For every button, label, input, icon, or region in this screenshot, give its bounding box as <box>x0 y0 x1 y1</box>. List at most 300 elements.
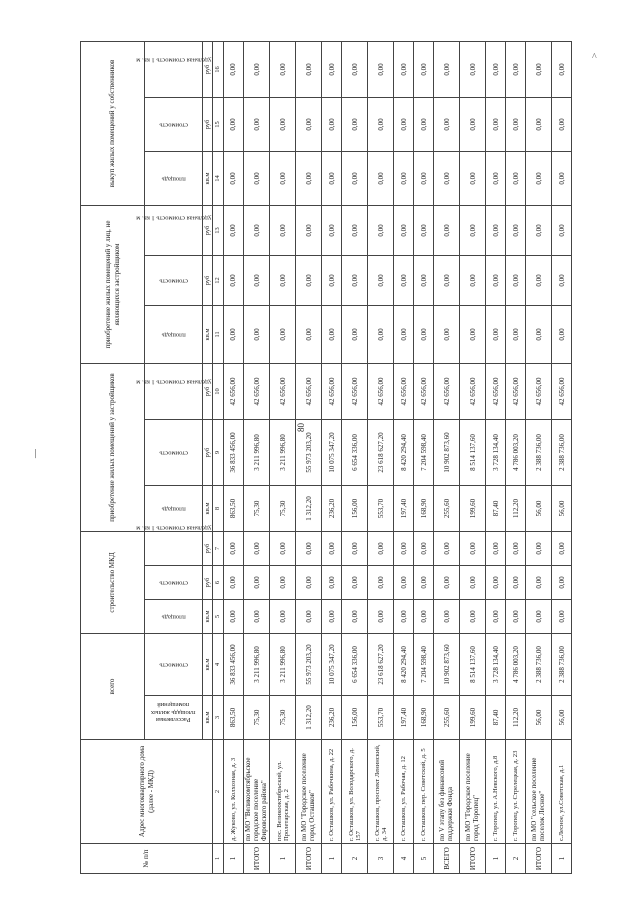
unit-label: кв.м <box>203 305 213 363</box>
table-row <box>368 41 394 873</box>
cell-dv-cost: 8 420 294,40 <box>394 419 414 485</box>
cell-bu-cost: 0,00 <box>434 565 460 599</box>
cell-dv-area: 255,60 <box>434 485 460 531</box>
cell-rd-unit: 0,00 <box>394 41 414 97</box>
cell-ot-area: 0,00 <box>506 305 526 363</box>
cell-rd-cost: 0,00 <box>244 97 270 151</box>
cell-ot-unit: 0,00 <box>244 205 270 255</box>
cell-bu-area: 0,00 <box>244 599 270 633</box>
cell-area: 75,30 <box>270 696 296 740</box>
cell-dv-cost: 36 833 456,00 <box>224 419 244 485</box>
cell-area: 863,50 <box>224 696 244 740</box>
cell-bu-unit: 0,00 <box>342 531 368 565</box>
cell-num: 5 <box>414 844 434 874</box>
cell-cost: 10 075 347,20 <box>322 633 342 695</box>
cell-dv-area: 863,50 <box>224 485 244 531</box>
unit-label: руб <box>203 97 213 151</box>
cell-dv-area: 87,40 <box>486 485 506 531</box>
cell-ot-area: 0,00 <box>368 305 394 363</box>
cell-cost: 23 618 627,20 <box>368 633 394 695</box>
cell-bu-unit: 0,00 <box>526 531 552 565</box>
cell-dv-unit: 42 656,00 <box>526 363 552 419</box>
cell-ot-cost: 0,00 <box>244 255 270 305</box>
cell-addr: г. Торопец, ул. А.Невского, д.8 <box>486 740 506 844</box>
unit-label: руб <box>203 363 213 419</box>
header-sub-unit-cost: удельная стоимость 1 кв. м <box>145 41 203 97</box>
header-group-buy-other: приобретение жилых помещений у лиц, не являющихся застройщиком <box>81 205 145 363</box>
cell-rd-unit: 0,00 <box>486 41 506 97</box>
cell-rd-unit: 0,00 <box>434 41 460 97</box>
header-sub-cost: стоимость <box>145 565 203 599</box>
cell-bu-cost: 0,00 <box>224 565 244 599</box>
cell-rd-cost: 0,00 <box>460 97 486 151</box>
cell-ot-unit: 0,00 <box>460 205 486 255</box>
cell-area: 168,90 <box>414 696 434 740</box>
table-row <box>224 41 244 873</box>
cell-ot-area: 0,00 <box>244 305 270 363</box>
cell-area: 1 312,20 <box>296 696 322 740</box>
table-row <box>414 41 434 873</box>
cell-addr: по МО "Городское поселение город Торопец" <box>460 740 486 844</box>
table-row <box>506 41 526 873</box>
cell-bu-unit: 0,00 <box>322 531 342 565</box>
cell-rd-area: 0,00 <box>460 151 486 205</box>
cell-ot-cost: 0,00 <box>486 255 506 305</box>
cell-rd-cost: 0,00 <box>224 97 244 151</box>
cell-dv-cost: 10 902 873,60 <box>434 419 460 485</box>
cell-ot-unit: 0,00 <box>368 205 394 255</box>
col-number: 4 <box>213 633 224 695</box>
unit-label: кв.м <box>203 633 213 695</box>
cell-ot-area: 0,00 <box>414 305 434 363</box>
cell-addr: по МО "Городское поселение город Осташков" <box>296 740 322 844</box>
cell-num: ИТОГО <box>460 844 486 874</box>
rotated-table-container <box>80 42 566 874</box>
cell-ot-unit: 0,00 <box>270 205 296 255</box>
cell-bu-cost: 0,00 <box>460 565 486 599</box>
cell-num: 1 <box>270 844 296 874</box>
table-row <box>270 41 296 873</box>
cell-cost: 10 902 873,60 <box>434 633 460 695</box>
cell-ot-cost: 0,00 <box>460 255 486 305</box>
cell-rd-cost: 0,00 <box>322 97 342 151</box>
cell-bu-unit: 0,00 <box>506 531 526 565</box>
table-header <box>81 41 224 873</box>
cell-ot-area: 0,00 <box>296 305 322 363</box>
cell-dv-unit: 42 656,00 <box>434 363 460 419</box>
cell-ot-cost: 0,00 <box>342 255 368 305</box>
cell-dv-cost: 8 514 137,60 <box>460 419 486 485</box>
cell-bu-unit: 0,00 <box>486 531 506 565</box>
cell-ot-unit: 0,00 <box>506 205 526 255</box>
cell-area: 75,30 <box>244 696 270 740</box>
cell-cost: 2 388 736,00 <box>552 633 572 695</box>
cell-ot-cost: 0,00 <box>224 255 244 305</box>
cell-bu-cost: 0,00 <box>394 565 414 599</box>
col-number: 3 <box>213 696 224 740</box>
cell-ot-area: 0,00 <box>342 305 368 363</box>
cell-ot-area: 0,00 <box>394 305 414 363</box>
cell-area: 112,20 <box>506 696 526 740</box>
cell-dv-unit: 42 656,00 <box>394 363 414 419</box>
cell-dv-unit: 42 656,00 <box>244 363 270 419</box>
cell-addr: по МО "сельское поселение поселок Лесное" <box>526 740 552 844</box>
cell-dv-area: 236,20 <box>322 485 342 531</box>
col-number: 5 <box>213 599 224 633</box>
unit-label: руб <box>203 531 213 565</box>
cell-ot-unit: 0,00 <box>224 205 244 255</box>
cell-ot-unit: 0,00 <box>526 205 552 255</box>
cell-rd-unit: 0,00 <box>460 41 486 97</box>
cell-rd-cost: 0,00 <box>486 97 506 151</box>
cell-dv-unit: 42 656,00 <box>296 363 322 419</box>
col-number: 15 <box>213 97 224 151</box>
cell-bu-unit: 0,00 <box>368 531 394 565</box>
cell-rd-unit: 0,00 <box>506 41 526 97</box>
cell-ot-cost: 0,00 <box>552 255 572 305</box>
header-group-redeem: выкуп жилых помещений у собственников <box>81 41 145 205</box>
cell-dv-unit: 42 656,00 <box>506 363 526 419</box>
cell-dv-cost: 2 388 736,00 <box>526 419 552 485</box>
cell-bu-area: 0,00 <box>394 599 414 633</box>
cell-area: 56,00 <box>552 696 572 740</box>
cell-bu-area: 0,00 <box>296 599 322 633</box>
header-sub-cost: стоимость <box>145 255 203 305</box>
cell-num: 1 <box>552 844 572 874</box>
cell-dv-cost: 3 728 134,40 <box>486 419 506 485</box>
cell-rd-cost: 0,00 <box>552 97 572 151</box>
cell-dv-unit: 42 656,00 <box>342 363 368 419</box>
cell-dv-unit: 42 656,00 <box>368 363 394 419</box>
table-row <box>434 41 460 873</box>
cell-rd-unit: 0,00 <box>552 41 572 97</box>
table-row <box>244 41 270 873</box>
cell-ot-unit: 0,00 <box>434 205 460 255</box>
header-group-build: строительство МКД <box>81 531 145 633</box>
cell-num: 3 <box>368 844 394 874</box>
cell-dv-cost: 23 618 627,20 <box>368 419 394 485</box>
cell-addr: с.Лесное, ул.Советская, д.1 <box>552 740 572 844</box>
cell-rd-cost: 0,00 <box>506 97 526 151</box>
cell-rd-area: 0,00 <box>322 151 342 205</box>
cell-dv-area: 56,00 <box>552 485 572 531</box>
cell-rd-cost: 0,00 <box>342 97 368 151</box>
cell-rd-area: 0,00 <box>414 151 434 205</box>
cell-ot-cost: 0,00 <box>526 255 552 305</box>
cell-area: 255,60 <box>434 696 460 740</box>
cell-rd-unit: 0,00 <box>244 41 270 97</box>
cell-dv-area: 1 312,20 <box>296 485 322 531</box>
table-row <box>322 41 342 873</box>
cell-ot-unit: 0,00 <box>322 205 342 255</box>
cell-num: 2 <box>342 844 368 874</box>
cell-dv-area: 56,00 <box>526 485 552 531</box>
cell-rd-area: 0,00 <box>244 151 270 205</box>
col-number: 12 <box>213 255 224 305</box>
header-address: Адрес многоквартирного дома (далее - МКД) <box>81 740 213 844</box>
cell-rd-cost: 0,00 <box>414 97 434 151</box>
col-number: 13 <box>213 205 224 255</box>
header-sub-area-total: Расселяемая площадь жилых помещений <box>145 696 203 740</box>
cell-ot-cost: 0,00 <box>506 255 526 305</box>
cell-bu-unit: 0,00 <box>414 531 434 565</box>
cell-dv-cost: 7 204 598,40 <box>414 419 434 485</box>
header-sub-unit-cost: удельная стоимость 1 кв. м <box>145 363 203 419</box>
header-sub-cost: стоимость <box>145 633 203 695</box>
unit-label: кв.м <box>203 485 213 531</box>
cell-ot-area: 0,00 <box>486 305 506 363</box>
cell-ot-cost: 0,00 <box>296 255 322 305</box>
cell-ot-cost: 0,00 <box>434 255 460 305</box>
cell-num: 2 <box>506 844 526 874</box>
cell-dv-area: 168,90 <box>414 485 434 531</box>
col-number: 2 <box>213 740 224 844</box>
cell-cost: 3 211 996,80 <box>244 633 270 695</box>
cell-bu-area: 0,00 <box>526 599 552 633</box>
header-sub-area: площадь <box>145 485 203 531</box>
cell-bu-cost: 0,00 <box>270 565 296 599</box>
margin-mark: — <box>30 449 40 458</box>
col-number: 10 <box>213 363 224 419</box>
header-sub-unit-cost: удельная стоимость 1 кв. м <box>145 205 203 255</box>
cell-ot-cost: 0,00 <box>322 255 342 305</box>
cell-rd-unit: 0,00 <box>368 41 394 97</box>
cell-num: 4 <box>394 844 414 874</box>
cell-addr: г. Осташков, проспект Ленинский, д. 34 <box>368 740 394 844</box>
cell-cost: 8 514 137,60 <box>460 633 486 695</box>
cell-rd-unit: 0,00 <box>414 41 434 97</box>
cell-ot-area: 0,00 <box>552 305 572 363</box>
cell-rd-area: 0,00 <box>552 151 572 205</box>
cell-num: 1 <box>322 844 342 874</box>
cell-ot-unit: 0,00 <box>552 205 572 255</box>
col-number: 1 <box>213 844 224 874</box>
cell-bu-cost: 0,00 <box>296 565 322 599</box>
cell-area: 553,70 <box>368 696 394 740</box>
cell-num: 1 <box>486 844 506 874</box>
col-number: 8 <box>213 485 224 531</box>
header-sub-area: площадь <box>145 599 203 633</box>
cell-addr: по V этапу без финансовой поддержки Фонда <box>434 740 460 844</box>
corner-mark: ^ <box>592 52 597 63</box>
cell-num: ИТОГО <box>296 844 322 874</box>
cell-cost: 3 728 134,40 <box>486 633 506 695</box>
cell-dv-cost: 6 654 336,00 <box>342 419 368 485</box>
cell-num: ВСЕГО <box>434 844 460 874</box>
cell-rd-cost: 0,00 <box>394 97 414 151</box>
cell-rd-area: 0,00 <box>394 151 414 205</box>
cell-bu-cost: 0,00 <box>526 565 552 599</box>
unit-label: руб <box>203 565 213 599</box>
cell-rd-area: 0,00 <box>270 151 296 205</box>
cell-rd-unit: 0,00 <box>224 41 244 97</box>
header-num: № п/п <box>81 844 213 874</box>
cell-ot-unit: 0,00 <box>296 205 322 255</box>
cell-addr: г. Осташков, ул. Володарского, д. 157 <box>342 740 368 844</box>
cell-bu-area: 0,00 <box>342 599 368 633</box>
cell-ot-area: 0,00 <box>460 305 486 363</box>
cell-dv-area: 553,70 <box>368 485 394 531</box>
unit-label: кв.м <box>203 599 213 633</box>
cell-ot-unit: 0,00 <box>414 205 434 255</box>
cell-rd-unit: 0,00 <box>270 41 296 97</box>
header-group-buy-dev: приобретение жилых помещений у застройщиков <box>81 363 145 531</box>
cell-rd-area: 0,00 <box>368 151 394 205</box>
cell-ot-area: 0,00 <box>434 305 460 363</box>
cell-ot-unit: 0,00 <box>342 205 368 255</box>
cell-dv-area: 75,30 <box>244 485 270 531</box>
cell-rd-unit: 0,00 <box>526 41 552 97</box>
cell-bu-area: 0,00 <box>368 599 394 633</box>
cell-cost: 36 833 456,00 <box>224 633 244 695</box>
cell-bu-cost: 0,00 <box>486 565 506 599</box>
header-sub-unit-cost: удельная стоимость 1 кв. м <box>145 531 203 565</box>
cell-dv-unit: 42 656,00 <box>322 363 342 419</box>
cell-addr: г. Осташков, ул. Рабочкина, д. 22 <box>322 740 342 844</box>
cell-area: 156,00 <box>342 696 368 740</box>
cell-bu-area: 0,00 <box>322 599 342 633</box>
cell-dv-cost: 2 388 736,00 <box>552 419 572 485</box>
col-number: 11 <box>213 305 224 363</box>
cell-ot-area: 0,00 <box>526 305 552 363</box>
cell-rd-cost: 0,00 <box>296 97 322 151</box>
cell-addr: пос. Великооктябрьский, ул. Пролетарская, д. 2 <box>270 740 296 844</box>
cell-cost: 4 786 003,20 <box>506 633 526 695</box>
cell-area: 56,00 <box>526 696 552 740</box>
cell-rd-unit: 0,00 <box>296 41 322 97</box>
cell-bu-area: 0,00 <box>414 599 434 633</box>
col-number: 6 <box>213 565 224 599</box>
cell-dv-area: 75,30 <box>270 485 296 531</box>
cell-num: 1 <box>224 844 244 874</box>
cell-bu-area: 0,00 <box>460 599 486 633</box>
header-group-total: всего <box>81 633 145 739</box>
cell-ot-area: 0,00 <box>322 305 342 363</box>
cell-area: 197,40 <box>394 696 414 740</box>
header-sub-area: площадь <box>145 151 203 205</box>
cell-area: 199,60 <box>460 696 486 740</box>
cell-dv-cost: 3 211 996,80 <box>270 419 296 485</box>
cell-dv-unit: 42 656,00 <box>486 363 506 419</box>
cell-bu-unit: 0,00 <box>296 531 322 565</box>
cell-ot-unit: 0,00 <box>394 205 414 255</box>
cell-rd-cost: 0,00 <box>368 97 394 151</box>
cell-dv-cost: 4 786 003,20 <box>506 419 526 485</box>
cell-dv-cost: 55 973 203,20 <box>296 419 322 485</box>
table-row <box>394 41 414 873</box>
cell-num: ИТОГО <box>526 844 552 874</box>
unit-label: кв.м <box>203 696 213 740</box>
table-row <box>460 41 486 873</box>
cell-cost: 2 388 736,00 <box>526 633 552 695</box>
cell-rd-cost: 0,00 <box>270 97 296 151</box>
cell-bu-area: 0,00 <box>506 599 526 633</box>
header-sub-cost: стоимость <box>145 97 203 151</box>
cell-dv-area: 199,60 <box>460 485 486 531</box>
cell-bu-unit: 0,00 <box>552 531 572 565</box>
cell-num: ИТОГО <box>244 844 270 874</box>
cell-cost: 55 973 203,20 <box>296 633 322 695</box>
cell-cost: 8 420 294,40 <box>394 633 414 695</box>
cell-bu-unit: 0,00 <box>270 531 296 565</box>
page-number: 80 <box>296 423 306 432</box>
cell-ot-area: 0,00 <box>224 305 244 363</box>
cell-dv-unit: 42 656,00 <box>414 363 434 419</box>
cell-bu-unit: 0,00 <box>460 531 486 565</box>
cell-dv-area: 197,40 <box>394 485 414 531</box>
cell-addr: г. Осташков, ул. Рабочая, д. 12 <box>394 740 414 844</box>
unit-label: руб <box>203 255 213 305</box>
cell-bu-area: 0,00 <box>486 599 506 633</box>
col-number: 7 <box>213 531 224 565</box>
col-number: 16 <box>213 41 224 97</box>
header-sub-area: площадь <box>145 305 203 363</box>
cell-rd-area: 0,00 <box>506 151 526 205</box>
cell-bu-cost: 0,00 <box>414 565 434 599</box>
cell-bu-cost: 0,00 <box>322 565 342 599</box>
cell-bu-area: 0,00 <box>224 599 244 633</box>
cell-bu-area: 0,00 <box>434 599 460 633</box>
col-number: 14 <box>213 151 224 205</box>
cell-addr: по МО "Великоомтябрьское городское поселение Фировского района" <box>244 740 270 844</box>
cell-dv-area: 156,00 <box>342 485 368 531</box>
cell-bu-cost: 0,00 <box>506 565 526 599</box>
cell-bu-cost: 0,00 <box>244 565 270 599</box>
resettlement-table <box>80 41 572 874</box>
cell-addr: г. Осташков, пер. Советский, д. 5 <box>414 740 434 844</box>
cell-bu-cost: 0,00 <box>368 565 394 599</box>
cell-bu-unit: 0,00 <box>244 531 270 565</box>
cell-bu-cost: 0,00 <box>342 565 368 599</box>
cell-addr: г. Торопец, ул. Стрелецкая, д. 23 <box>506 740 526 844</box>
cell-dv-unit: 42 656,00 <box>224 363 244 419</box>
cell-rd-area: 0,00 <box>224 151 244 205</box>
unit-label: руб <box>203 205 213 255</box>
cell-dv-cost: 10 075 347,20 <box>322 419 342 485</box>
cell-dv-cost: 3 211 996,80 <box>244 419 270 485</box>
unit-label: руб <box>203 41 213 97</box>
cell-bu-area: 0,00 <box>552 599 572 633</box>
cell-ot-unit: 0,00 <box>486 205 506 255</box>
cell-area: 236,20 <box>322 696 342 740</box>
cell-cost: 3 211 996,80 <box>270 633 296 695</box>
cell-dv-area: 112,20 <box>506 485 526 531</box>
cell-dv-unit: 42 656,00 <box>460 363 486 419</box>
table-row <box>296 41 322 873</box>
cell-addr: д. Жуково, ул. Колхозная, д. 3 <box>224 740 244 844</box>
cell-ot-cost: 0,00 <box>414 255 434 305</box>
cell-ot-area: 0,00 <box>270 305 296 363</box>
cell-ot-cost: 0,00 <box>270 255 296 305</box>
cell-ot-cost: 0,00 <box>368 255 394 305</box>
cell-rd-area: 0,00 <box>526 151 552 205</box>
table-row <box>342 41 368 873</box>
cell-dv-unit: 42 656,00 <box>270 363 296 419</box>
cell-cost: 7 204 598,40 <box>414 633 434 695</box>
table-row <box>552 41 572 873</box>
header-sub-cost: стоимость <box>145 419 203 485</box>
cell-bu-unit: 0,00 <box>434 531 460 565</box>
unit-label: руб <box>203 419 213 485</box>
cell-rd-cost: 0,00 <box>434 97 460 151</box>
cell-rd-cost: 0,00 <box>526 97 552 151</box>
table-body <box>224 41 572 873</box>
unit-label: кв.м <box>203 151 213 205</box>
cell-dv-unit: 42 656,00 <box>552 363 572 419</box>
col-number: 9 <box>213 419 224 485</box>
cell-area: 87,40 <box>486 696 506 740</box>
cell-bu-unit: 0,00 <box>394 531 414 565</box>
